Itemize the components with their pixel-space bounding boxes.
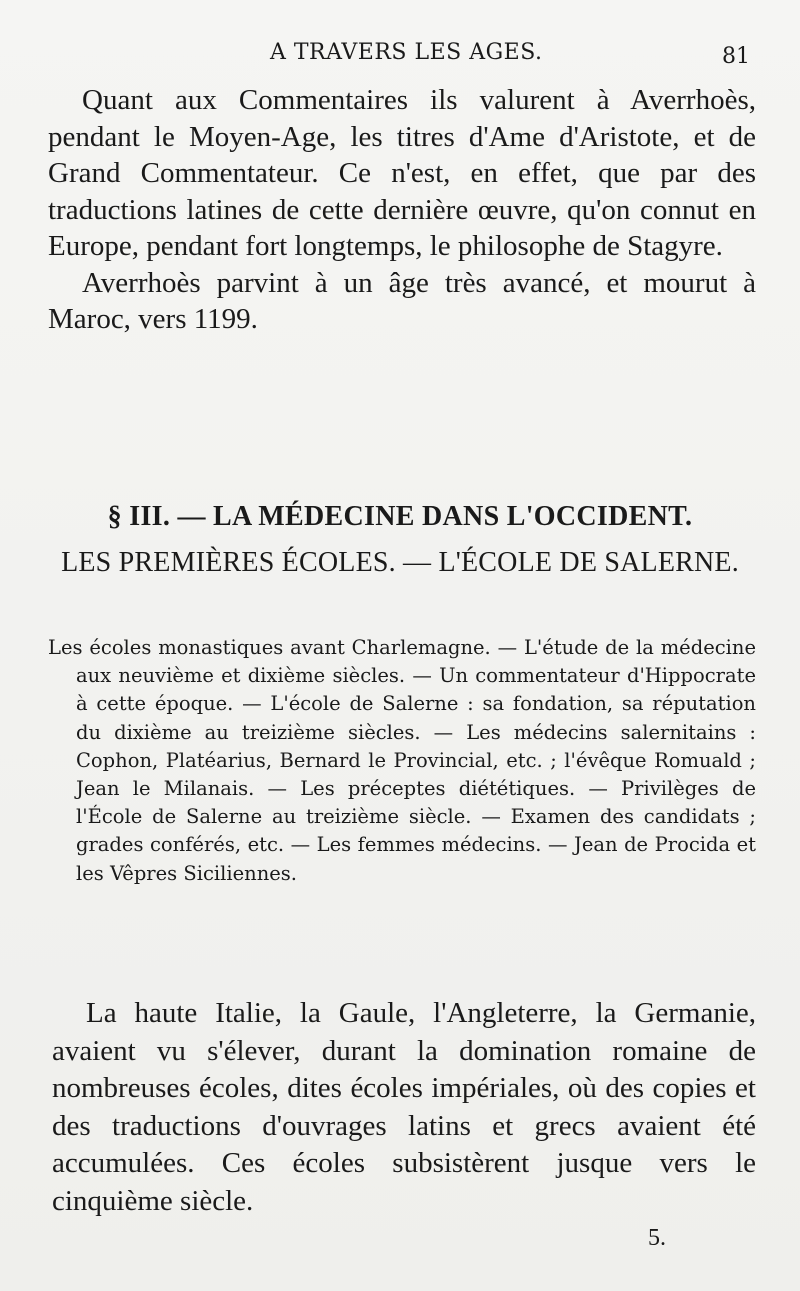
body-text <box>52 995 756 1220</box>
running-title: A TRAVERS LES AGES. <box>270 40 543 65</box>
running-head <box>0 36 800 76</box>
page-number: 81 <box>722 44 750 69</box>
intro-paragraph: Quant aux Commentaires ils valurent à Averrhoès, pendant le Moyen-Age, les titres d'Ame d'Aristote, et de Grand Commentateur. Ce n'est, en effet, que par des traductions latines de cette dernière œuvre, qu'on connut en Europe, pendant fort longtemps, le philosophe de Stagyre. <box>48 84 756 262</box>
intro-paragraph: Averrhoès parvint à un âge très avancé, et mourut à Maroc, vers 1199. <box>48 266 756 335</box>
body-paragraph: La haute Italie, la Gaule, l'Angleterre, la Germanie, avaient vu s'élever, durant la domination romaine de nombreuses écoles, dites écoles impériales, où des copies et des traductions d'ouvrages latins et grecs avaient été accumulées. Ces écoles subsistèrent jusque vers le cinquième siècle. <box>52 997 756 1217</box>
section-subtitle: LES PREMIÈRES ÉCOLES. — L'ÉCOLE DE SALERNE. <box>61 547 739 578</box>
intro-text <box>48 82 756 338</box>
chapter-summary: Les écoles monastiques avant Charlemagne. — L'étude de la médecine aux neuvième et dixième siècles. — Un commentateur d'Hippocrate à cette époque. — L'école de Salerne : sa fondation, sa réputation du dixième au treizième siècles. — Les médecins salernitains : Cophon, Platéarius, Bernard le Provincial, etc. ; l'évêque Romuald ; Jean le Milanais. — Les préceptes diététiques. — Privilèges de l'École de Salerne au treizième siècle. — Examen des candidats ; grades conférés, etc. — Les femmes médecins. — Jean de Procida et les Vêpres Siciliennes. <box>48 636 756 885</box>
section-title: § III. — LA MÉDECINE DANS L'OCCIDENT. <box>107 501 693 532</box>
section-heading <box>40 495 760 583</box>
signature-mark: 5. <box>648 1225 666 1251</box>
